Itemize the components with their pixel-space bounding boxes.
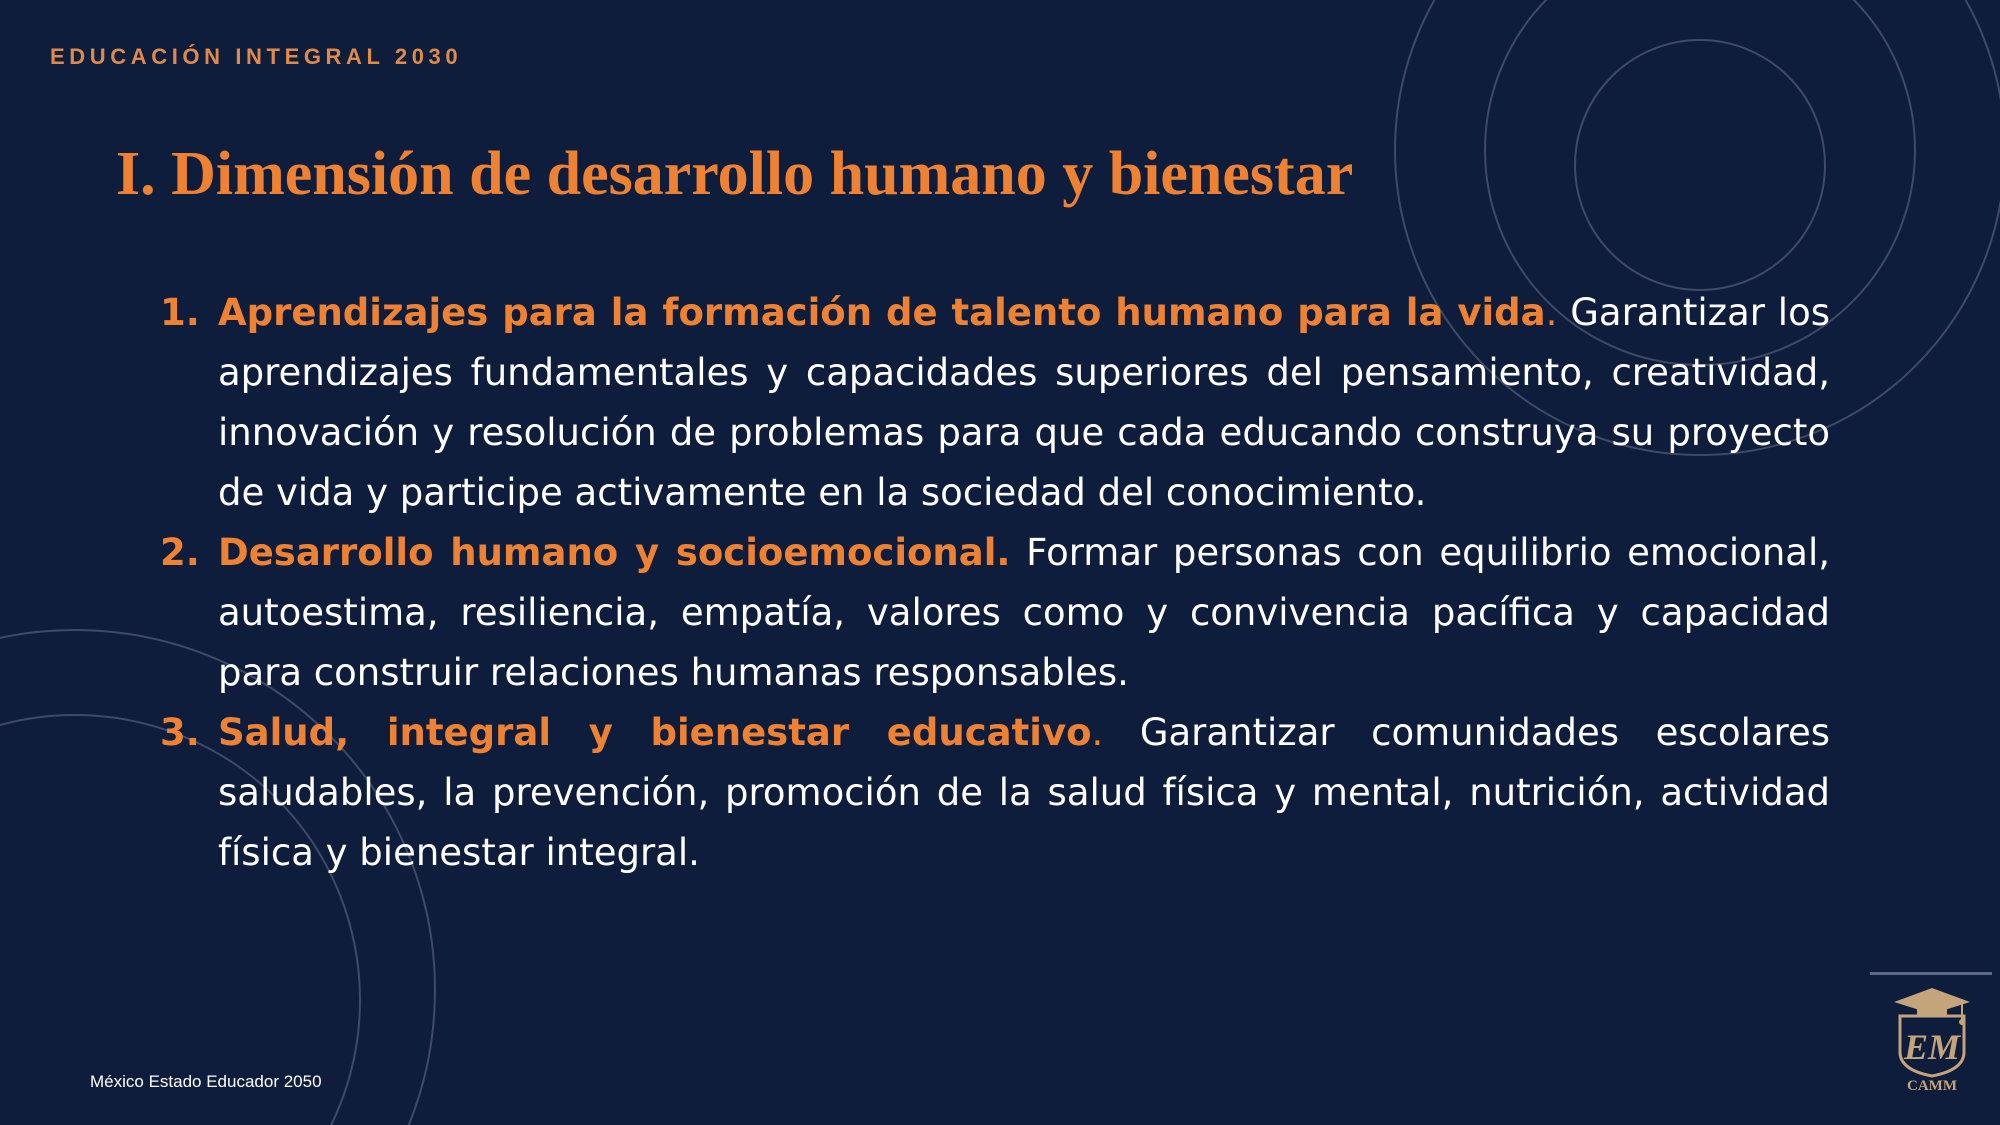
camm-logo — [1884, 980, 1980, 1092]
item-description: Formar personas con equilibrio emocional, autoestima, resiliencia, empatía, valores como y convivencia pacífica y capacidad para construir relaciones humanas responsables. — [218, 531, 1830, 694]
list-item — [160, 523, 1830, 703]
item-heading: Desarrollo humano y socioemocional. — [218, 531, 1011, 574]
item-number: 1. — [160, 291, 200, 334]
list-item — [160, 283, 1830, 523]
eyebrow-heading: EDUCACIÓN INTEGRAL 2030 — [50, 44, 463, 69]
graduation-cap-icon — [1894, 988, 1970, 1025]
item-separator: . — [1545, 291, 1558, 334]
decor-ring-inner — [1575, 40, 1825, 290]
logo-caption: CAMM — [1907, 1078, 1957, 1092]
logo-monogram: EM — [1903, 1027, 1961, 1067]
item-description: Garantizar comunidades escolares saludables, la prevención, promoción de la salud física y mental, nutrición, actividad física y bienestar integral. — [218, 711, 1830, 874]
item-number: 2. — [160, 531, 200, 574]
footer-text: México Estado Educador 2050 — [90, 1072, 322, 1091]
item-description: Garantizar los aprendizajes fundamentales y capacidades superiores del pensamiento, creatividad, innovación y resolución de problemas para que cada educando construya su proyecto de vida y participe activamente en la sociedad del conocimiento. — [218, 291, 1830, 514]
list-item — [160, 703, 1830, 883]
item-number: 3. — [160, 711, 200, 754]
item-heading: Salud, integral y bienestar educativo — [218, 711, 1092, 754]
dimension-list — [160, 283, 1830, 883]
slide-title: I. Dimensión de desarrollo humano y bienestar — [116, 140, 1354, 208]
item-heading: Aprendizajes para la formación de talento humano para la vida — [218, 291, 1546, 334]
item-separator: . — [1091, 711, 1104, 754]
logo-divider — [1870, 972, 1992, 975]
